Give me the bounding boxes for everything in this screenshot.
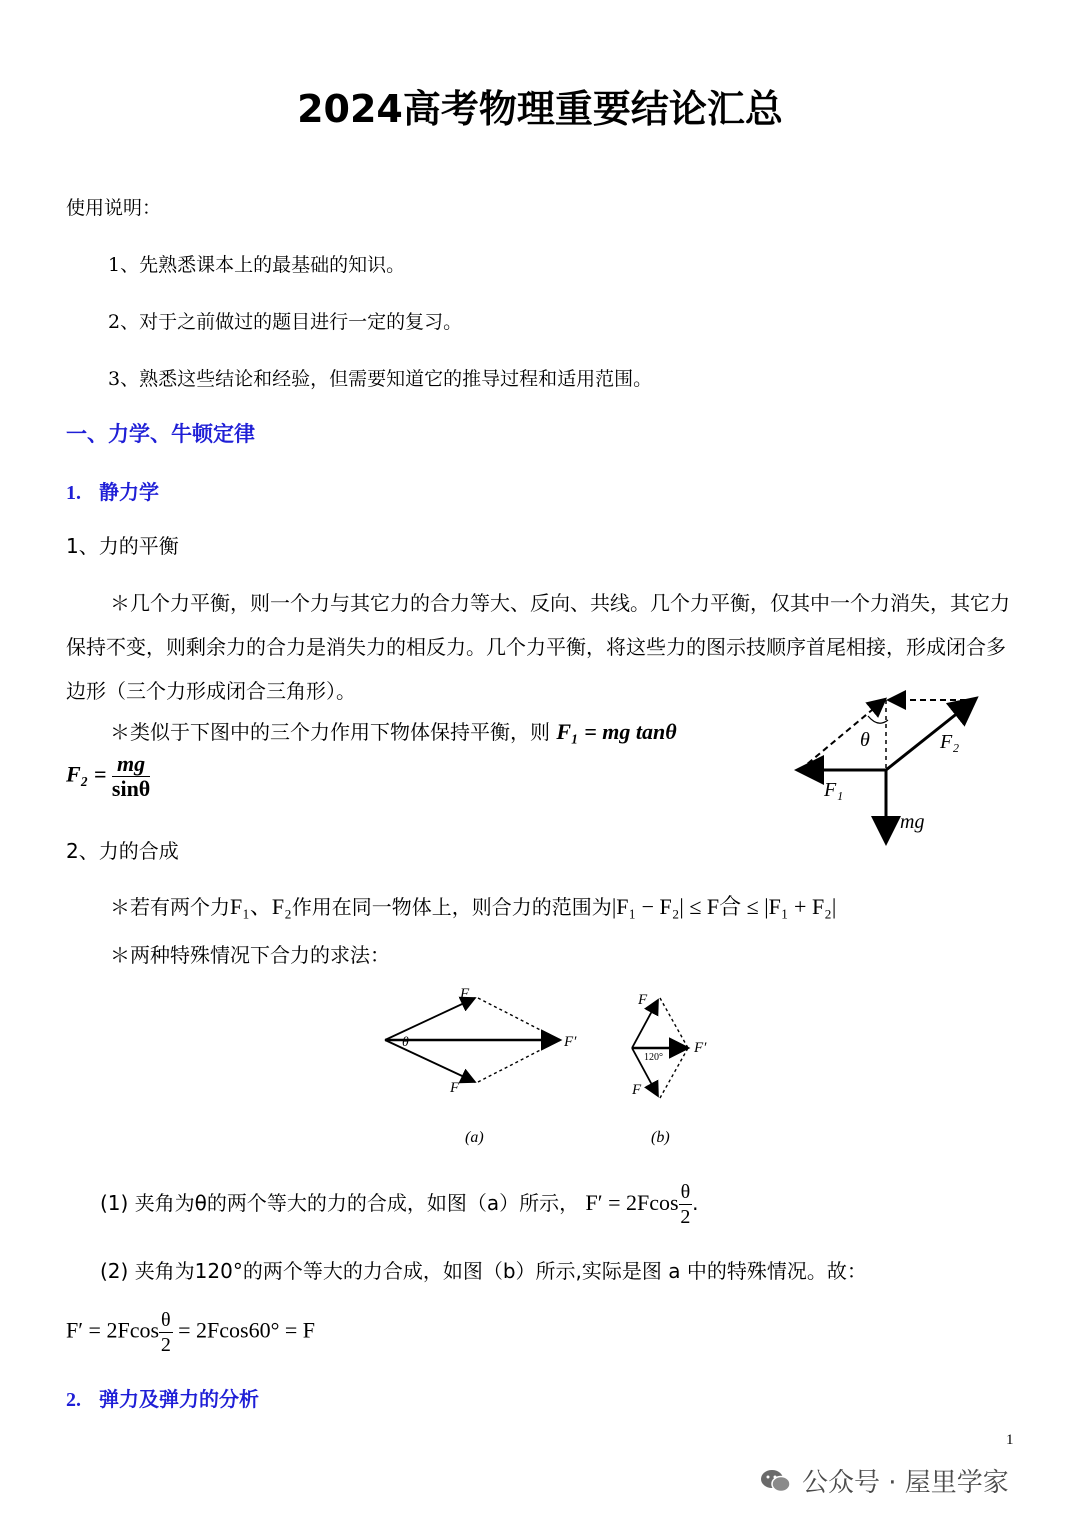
- usage-item-2: 2、对于之前做过的题目进行一定的复习。: [108, 311, 463, 333]
- formula-f2: [66, 752, 150, 801]
- paragraph-special-cases: ＊两种特殊情况下合力的求法：: [110, 943, 390, 967]
- diagram-b-f-top: F: [638, 992, 648, 1008]
- case-1-formula: F′ = 2Fcos: [585, 1190, 679, 1215]
- formula-f2-fraction: [112, 752, 150, 801]
- subsection-2-title: 弹力及弹力的分析: [99, 1387, 259, 1411]
- subsection-heading-elastic: [66, 1383, 259, 1412]
- watermark-text: 公众号 · 屋里学家: [802, 1468, 1009, 1498]
- diagram-b-f-bottom: F: [632, 1082, 642, 1098]
- case-2-formula-a: F′ = 2Fcos: [66, 1317, 160, 1343]
- case-2: (2) 夹角为120°的两个等大的力合成，如图（b）所示,实际是图 a 中的特殊情况。故：: [100, 1259, 867, 1283]
- watermark: [760, 1462, 1009, 1499]
- case-1: (1) 夹角为θ的两个等大的力的合成，如图（a）所示， F′ = 2Fcos $\frac{\theta}{2}$ .: [100, 1181, 699, 1228]
- case-2-denominator: 2: [160, 1334, 171, 1356]
- diagram-b-caption: (b): [651, 1129, 670, 1146]
- case-2-numerator: θ: [161, 1309, 171, 1331]
- diagram-b-resultant: F′: [694, 1040, 707, 1056]
- paragraph-three-forces: [110, 710, 677, 754]
- force-composition-diagram: [370, 980, 720, 1160]
- page-number: 1: [1006, 1432, 1014, 1448]
- theta-arc: [868, 716, 888, 723]
- case-1-denominator: 2: [680, 1206, 691, 1228]
- force-balance-diagram: [780, 680, 1000, 850]
- dashed-resultant: [800, 700, 884, 770]
- f2-vector: [886, 700, 974, 770]
- f2-label: F₂: [940, 731, 960, 753]
- subsection-number: 1.: [66, 482, 81, 504]
- diagram-a: [385, 986, 577, 1146]
- usage-heading: 使用说明：: [66, 197, 162, 219]
- case-1-fraction: [679, 1180, 693, 1229]
- resultant-range: |F₁ − F₂| ≤ F合 ≤ |F₁ + F₂|: [611, 894, 837, 919]
- paragraph-balance: ＊几个力平衡，则一个力与其它力的合力等大、反向、共线。几个力平衡，仅其中一个力消失，其它力保持不变，则剩余力的合力是消失力的相反力。几个力平衡，将这些力的图示技顺序首尾相接，形成闭合多边形（三个力形成闭合三角形）。: [66, 591, 1010, 703]
- topic-force-composition: 2、力的合成: [66, 839, 179, 863]
- case-2-formula-b: = 2Fcos60° = F: [178, 1317, 316, 1343]
- diagram-a-resultant: F′: [564, 1034, 577, 1050]
- subsection-heading-statics: [66, 476, 159, 505]
- formula-f1: F₁ = mg tanθ: [556, 719, 677, 744]
- mg-label: mg: [900, 811, 925, 833]
- usage-item-1: 1、先熟悉课本上的最基础的知识。: [108, 254, 406, 276]
- diagram-a-f-bottom: F: [450, 1080, 460, 1096]
- formula-f2-denominator: sinθ: [111, 776, 151, 801]
- f1-label: F₁: [824, 779, 844, 801]
- paragraph-three-forces-text: ＊类似于下图中的三个力作用下物体保持平衡，则: [110, 720, 550, 744]
- wechat-icon: [760, 1467, 792, 1495]
- diagram-a-f-top: F: [460, 986, 470, 1002]
- usage-item-3: 3、熟悉这些结论和经验，但需要知道它的推导过程和适用范围。: [108, 368, 653, 390]
- case-1-text: (1) 夹角为θ的两个等大的力的合成，如图（a）所示，: [100, 1191, 580, 1215]
- paragraph-two-forces-b: 作用在同一物体上，则合力的范围为: [291, 895, 612, 919]
- theta-label: θ: [860, 729, 870, 751]
- paragraph-two-forces: [110, 885, 836, 929]
- diagram-b-angle: 120°: [644, 1052, 663, 1063]
- diagram-a-angle: θ: [402, 1035, 409, 1050]
- formula-f2-lhs: F₂ =: [66, 761, 107, 787]
- two-forces-symbols: F₁、F₂: [230, 894, 292, 919]
- case-2-formula: [66, 1308, 315, 1357]
- topic-force-balance: 1、力的平衡: [66, 534, 179, 558]
- case-2-fraction: [159, 1308, 173, 1357]
- subsection-title: 静力学: [99, 480, 159, 504]
- section-heading-mechanics: 一、力学、牛顿定律: [66, 422, 255, 446]
- diagram-a-caption: (a): [465, 1129, 484, 1146]
- page-title: 2024高考物理重要结论汇总: [297, 87, 783, 131]
- diagram-b: [631, 992, 707, 1146]
- subsection-2-number: 2.: [66, 1389, 81, 1411]
- paragraph-two-forces-a: ＊若有两个力: [110, 895, 230, 919]
- formula-f2-numerator: mg: [112, 752, 150, 777]
- case-1-numerator: θ: [680, 1181, 691, 1203]
